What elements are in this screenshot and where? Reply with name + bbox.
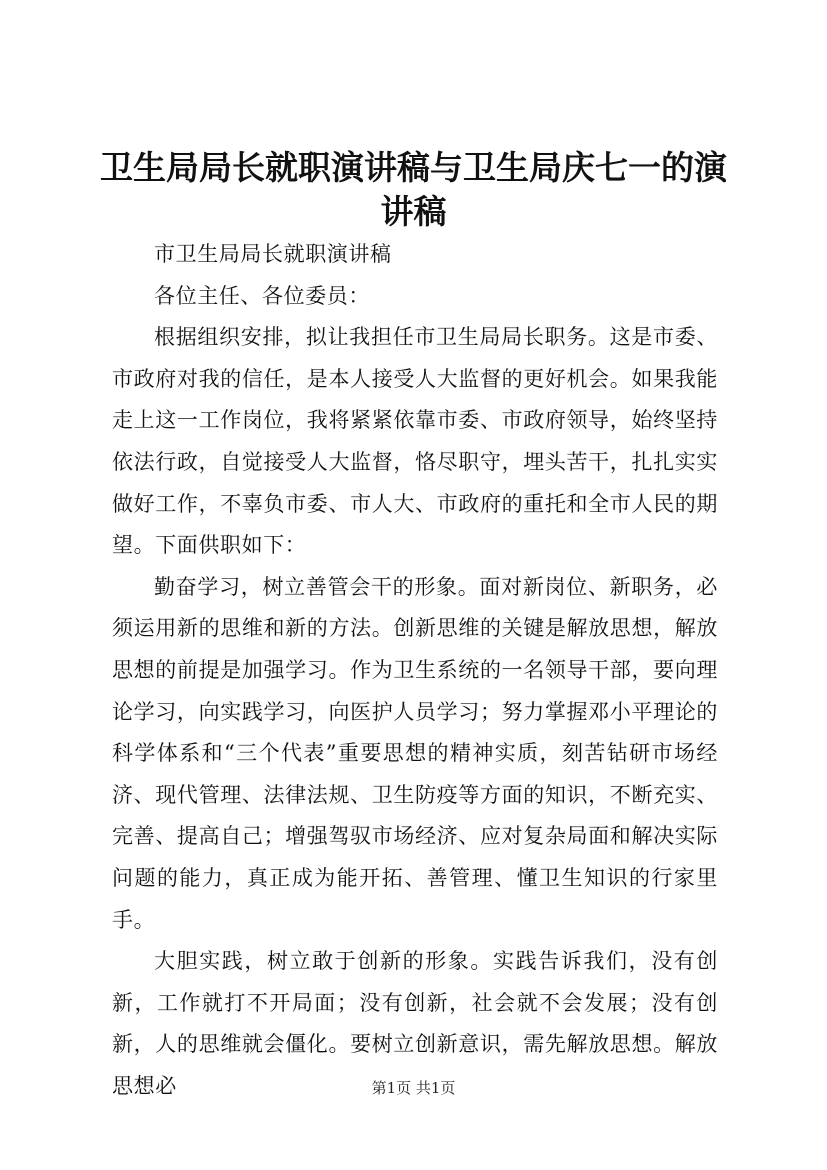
paragraph-salutation: 各位主任、各位委员： — [154, 283, 370, 308]
page-footer: 第1页 共1页 — [371, 1079, 456, 1097]
paragraph-study: 勤奋学习，树立善管会干的形象。面对新岗位、新职务，必须运用新的思维和新的方法。创新思维的关键是解放思想，解放思想的前提是加强学习。作为卫生系统的一名领导干部，要向理论学习，向实践学习，向医护人员学习；努力掌握邓小平理论的科学体系和“三个代表”重要思想的精神实质，刻苦钻研市场经济、现代管理、法律法规、卫生防疫等方面的知识，不断充实、完善、提高自己；增强驾驭市场经济、应对复杂局面和解决实际问题的能力，真正成为能开拓、善管理、懂卫生知识的行家里手。 — [112, 574, 718, 932]
document-title: 卫生局局长就职演讲稿与卫生局庆七一的演讲稿 — [100, 148, 727, 231]
paragraph-intro: 根据组织安排，拟让我担任市卫生局局长职务。这是市委、市政府对我的信任，是本人接受人大监督的更好机会。如果我能走上这一工作岗位，我将紧紧依靠市委、市政府领导，始终坚持依法行政，自觉接受人大监督，恪尽职守，埋头苦干，扎扎实实做好工作，不辜负市委、市人大、市政府的重托和全市人民的期望。下面供职如下： — [112, 325, 718, 558]
paragraph-subtitle: 市卫生局局长就职演讲稿 — [154, 242, 392, 266]
document-body — [112, 234, 718, 1107]
paragraph-practice: 大胆实践，树立敢于创新的形象。实践告诉我们，没有创新，工作就打不开局面；没有创新，社会就不会发展；没有创新，人的思维就会僵化。要树立创新意识，需先解放思想。解放思想必 — [112, 949, 718, 1098]
